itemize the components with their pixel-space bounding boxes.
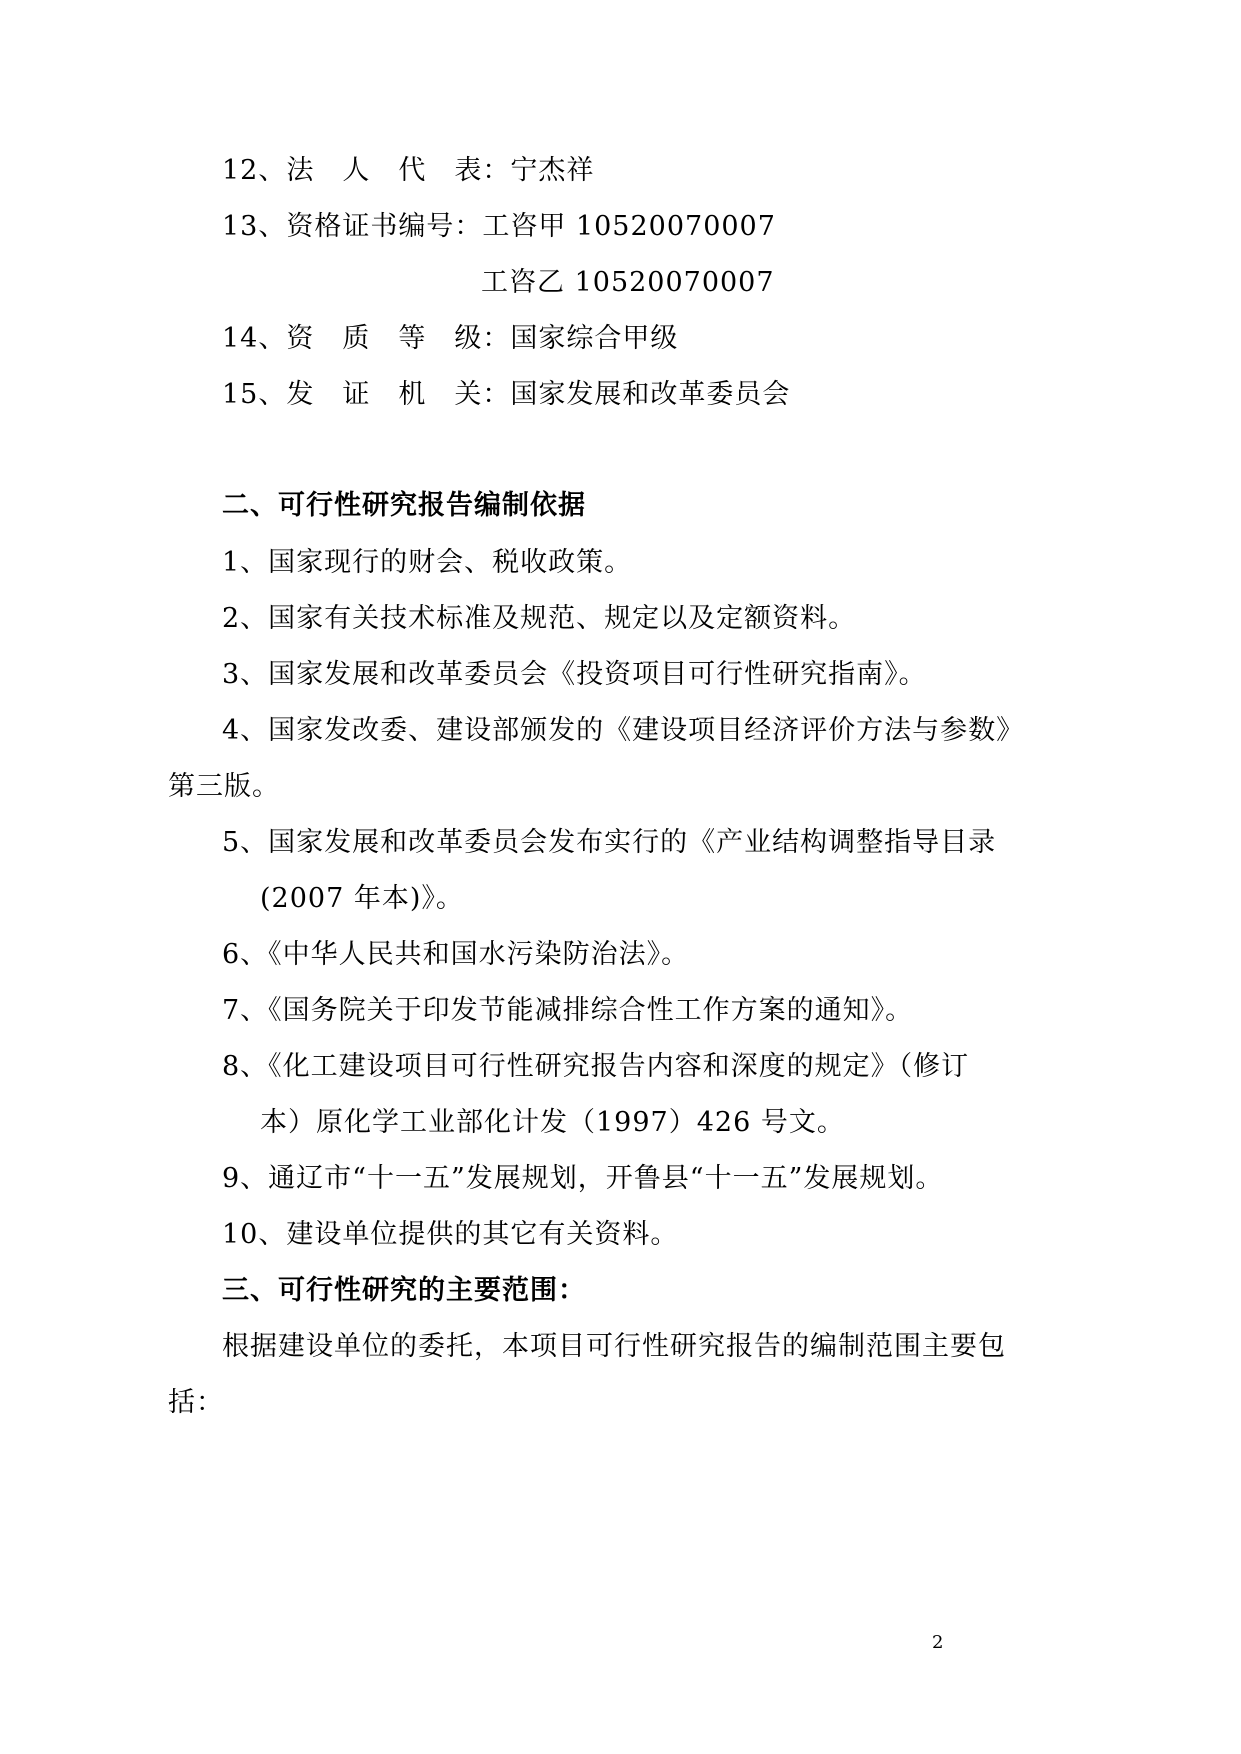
info-label: 12、法 人 代 表： (222, 155, 511, 186)
basis-item-1: 1、国家现行的财会、税收政策。 (222, 547, 633, 578)
basis-item-4: 4、国家发改委、建设部颁发的《建设项目经济评价方法与参数》 (222, 715, 1025, 746)
info-item-certificate-no-2 (481, 266, 775, 300)
section-3-paragraph-line-1: 根据建设单位的委托，本项目可行性研究报告的编制范围主要包 (222, 1331, 1006, 1362)
section-3-heading: 三、可行性研究的主要范围： (222, 1275, 586, 1306)
basis-item-6: 6、《中华人民共和国水污染防治法》。 (222, 939, 690, 970)
info-value: 宁杰祥 (510, 155, 595, 186)
info-label: 15、发 证 机 关： (222, 379, 511, 410)
info-label: 14、资 质 等 级： (222, 323, 511, 354)
basis-item-9: 9、通辽市“十一五”发展规划，开鲁县“十一五”发展规划。 (222, 1163, 944, 1194)
basis-item-2: 2、国家有关技术标准及规范、规定以及定额资料。 (222, 603, 857, 634)
basis-item-8: 8、《化工建设项目可行性研究报告内容和深度的规定》（修订 (222, 1051, 970, 1082)
info-item-issuing-authority (222, 378, 790, 412)
basis-item-4-cont: 第三版。 (168, 771, 280, 802)
page-number: 2 (932, 1632, 944, 1653)
info-item-qualification-level (222, 322, 678, 356)
info-value: 国家综合甲级 (510, 323, 679, 354)
basis-item-3: 3、国家发展和改革委员会《投资项目可行性研究指南》。 (222, 659, 927, 690)
basis-item-5: 5、国家发展和改革委员会发布实行的《产业结构调整指导目录 (222, 827, 997, 858)
basis-item-8-cont: 本）原化学工业部化计发（1997）426 号文。 (260, 1107, 845, 1138)
section-3-paragraph-line-2: 括： (168, 1387, 224, 1418)
info-value: 工咨乙 10520070007 (481, 267, 775, 298)
basis-item-10: 10、建设单位提供的其它有关资料。 (222, 1219, 679, 1250)
info-item-certificate-no (222, 210, 776, 244)
basis-item-5-cont: (2007 年本)》。 (260, 883, 464, 914)
section-2-heading: 二、可行性研究报告编制依据 (222, 490, 586, 521)
info-value: 工咨甲 10520070007 (482, 211, 776, 242)
info-item-legal-rep (222, 154, 594, 188)
info-value: 国家发展和改革委员会 (510, 379, 791, 410)
info-label: 13、资格证书编号： (222, 211, 483, 242)
basis-item-7: 7、《国务院关于印发节能减排综合性工作方案的通知》。 (222, 995, 914, 1026)
